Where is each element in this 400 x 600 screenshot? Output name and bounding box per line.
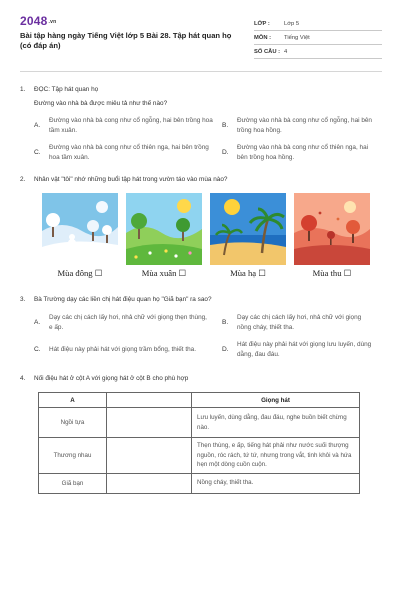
- question-4: [20, 375, 382, 494]
- column-a-item[interactable]: Giã bạn: [39, 473, 107, 493]
- option-c[interactable]: C. Hát điệu này phải hát với giọng trầm bổng, thiết tha.: [34, 345, 197, 353]
- question-number: 4.: [20, 375, 26, 382]
- answer-options: [34, 313, 382, 359]
- column-b-item[interactable]: Lưu luyến, dùng dằng, đau đáu, nghe buồn biết chừng nào.: [192, 408, 360, 438]
- option-c[interactable]: C. Đường vào nhà bà cong như cổ thiên nga, hai bên trồng hoa tầm xuân.: [34, 144, 209, 161]
- season-caption: Mùa đông ☐: [57, 268, 103, 278]
- header-divider: [20, 71, 382, 72]
- meta-row-grade: LỚP : Lớp 5: [254, 17, 382, 31]
- option-d[interactable]: D. Đường vào nhà bà cong như cổ thiên nga, hai bên trồng hoa hồng.: [222, 144, 369, 161]
- question-1: [20, 86, 382, 162]
- season-spring[interactable]: [126, 193, 202, 279]
- spring-landscape-icon: [126, 193, 202, 265]
- brand-block: [20, 14, 238, 59]
- season-winter[interactable]: [42, 193, 118, 279]
- summer-landscape-icon: [210, 193, 286, 265]
- column-b-header: Giọng hát: [192, 393, 360, 408]
- site-logo[interactable]: 2048.vn: [20, 14, 57, 28]
- table-header-row: [39, 393, 360, 408]
- column-a-item[interactable]: Ngồi tựa: [39, 408, 107, 438]
- column-b-item[interactable]: Thẹn thùng, e ấp, tiếng hát phải như nước suối thượng nguồn, róc rách, tứ tứ, nhưng trong vắt, tinh khôi và hứa hẹn một dòng cuồn cuộn.: [192, 438, 360, 474]
- question-text: Bà Trường dạy các liền chị hát điệu quan họ "Giã bạn" ra sao?: [34, 296, 212, 303]
- question-number: 1.: [20, 86, 26, 93]
- worksheet-title: Bài tập hàng ngày Tiếng Việt lớp 5 Bài 28. Tập hát quan họ (có đáp án): [20, 31, 232, 50]
- option-b[interactable]: B. Đường vào nhà bà cong như cổ ngỗng, hai bên trồng hoa hồng.: [222, 117, 372, 134]
- table-row: [39, 438, 360, 474]
- worksheet-header: [20, 14, 382, 59]
- season-autumn[interactable]: [294, 193, 370, 279]
- question-number: 3.: [20, 296, 26, 303]
- option-a[interactable]: A. Dạy các chị cách lấy hơi, nhả chữ với giọng thẹn thùng, e ấp.: [34, 314, 207, 331]
- table-row: [39, 408, 360, 438]
- answer-options: [34, 116, 382, 162]
- autumn-landscape-icon: [294, 193, 370, 265]
- option-d[interactable]: D. Hát điệu này phải hát với giọng lưu luyến, dùng dằng, đau đáu.: [222, 341, 372, 358]
- question-prompt: Đường vào nhà bà được miêu tả như thế nào?: [34, 100, 168, 107]
- season-caption: Mùa hạ ☐: [230, 268, 266, 278]
- column-b-item[interactable]: Nồng cháy, thiết tha.: [192, 473, 360, 493]
- season-caption: Mùa thu ☐: [312, 268, 352, 278]
- question-3: [20, 296, 382, 359]
- season-caption: Mùa xuân ☐: [141, 268, 187, 278]
- column-a-header: A: [39, 393, 107, 408]
- option-b[interactable]: B. Dạy các chị cách lấy hơi, nhả chữ với giọng nồng cháy, thiết tha.: [222, 314, 362, 331]
- question-text: Nhân vật "tôi" nhớ những buổi tập hát trong vườn táo vào mùa nào?: [34, 176, 228, 183]
- question-text: ĐỌC: Tập hát quan họ: [34, 86, 99, 93]
- table-row: [39, 473, 360, 493]
- column-a-item[interactable]: Thương nhau: [39, 438, 107, 474]
- meta-row-subject: MÔN : Tiếng Việt: [254, 31, 382, 45]
- winter-landscape-icon: [42, 193, 118, 265]
- question-number: 2.: [20, 176, 26, 183]
- question-text: Nối điệu hát ở cột A với giọng hát ở cột B cho phù hợp: [34, 375, 189, 382]
- meta-row-question-count: SỐ CÂU : 4: [254, 45, 382, 59]
- question-2: [20, 176, 382, 279]
- option-a[interactable]: A. Đường vào nhà bà cong như cổ ngỗng, hai bên trồng hoa tầm xuân.: [34, 117, 213, 134]
- matching-table: [38, 392, 360, 494]
- season-pictures: [42, 193, 382, 279]
- worksheet-meta: [254, 17, 382, 59]
- season-summer[interactable]: [210, 193, 286, 279]
